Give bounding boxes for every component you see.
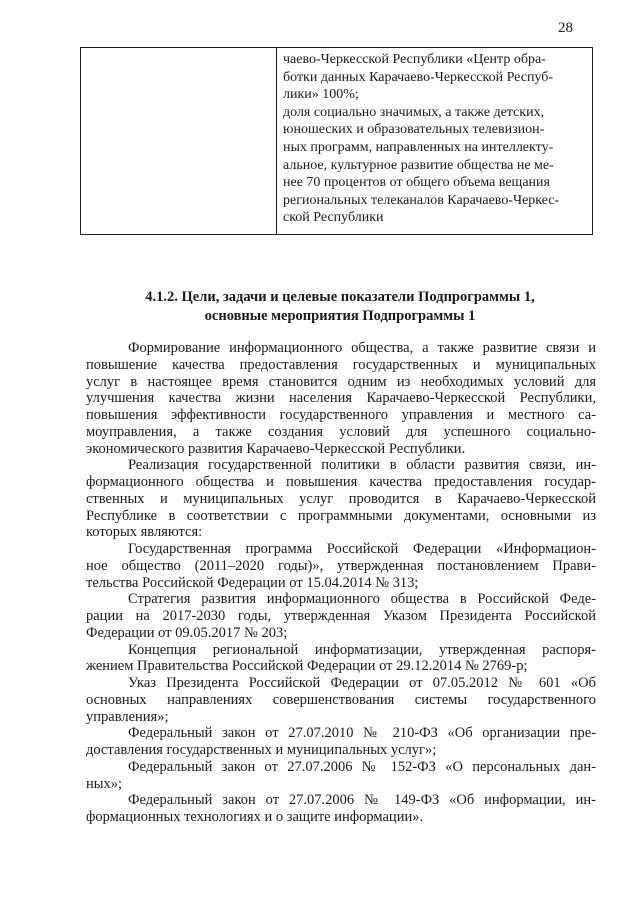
table-line: ботки данных Карачаево-Черкесской Респуб- <box>283 69 554 85</box>
text-line: формационных технологиях и о защите информации». <box>86 809 424 825</box>
text-line: доставления государственных и муниципальных услуг»; <box>86 742 437 758</box>
text-line: улучшения качества жизни населения Карачаево-Черкесской Республики, <box>86 390 596 407</box>
paragraph <box>86 541 596 591</box>
text-line: Стратегия развития информационного общества в Российской Феде- <box>128 591 596 608</box>
paragraph <box>86 675 596 725</box>
text-line: которых являются: <box>86 524 203 541</box>
indicators-table <box>80 47 593 235</box>
table-cell-right <box>277 48 592 234</box>
text-line: Федерации от 09.05.2017 № 203; <box>86 624 288 641</box>
text-line: тельства Российской Федерации от 15.04.2014 № 313; <box>86 574 419 591</box>
paragraph <box>86 792 596 826</box>
table-line: альное, культурное развитие общества не ме- <box>283 157 554 173</box>
paragraph <box>86 642 596 676</box>
text-line: рации на 2017-2030 годы, утвержденная Указом Президента Российской <box>86 608 596 624</box>
paragraph <box>86 591 596 641</box>
paragraph <box>86 340 596 457</box>
paragraph <box>86 725 596 759</box>
text-line: ственных и муниципальных услуг проводится в Карачаево-Черкесской <box>86 490 596 507</box>
table-line: лики» 100%; <box>283 87 359 103</box>
paragraph <box>86 759 596 793</box>
section-heading-line-1: 4.1.2. Цели, задачи и целевые показатели Подпрограммы 1, <box>145 289 535 305</box>
text-line: формационного общества и повышения качества предоставления государ- <box>86 474 596 490</box>
table-line: ской Республики <box>283 210 384 226</box>
text-line: Государственная программа Российской Федерации «Информацион- <box>128 541 596 557</box>
table-line: доля социально значимых, а также детских, <box>283 104 545 120</box>
text-line: Концепция региональной информатизации, утвержденная распоря- <box>128 641 596 658</box>
paragraph <box>86 457 596 541</box>
text-line: Федеральный закон от 27.07.2006 № 152-ФЗ «О персональных дан- <box>128 758 596 775</box>
text-line: управления»; <box>86 708 169 725</box>
text-line: повышения эффективности государственного управления и местного са- <box>86 407 596 423</box>
text-line: Реализация государственной политики в области развития связи, ин- <box>128 457 596 474</box>
text-line: основных направлениях совершенствования системы государственного <box>86 691 596 708</box>
text-line: моуправления, а также создания условий для успешного социально- <box>86 423 596 440</box>
table-line: чаево-Черкесской Республики «Центр обра- <box>283 52 546 67</box>
table-line: юношеских и образовательных телевизион- <box>283 122 545 138</box>
section-heading-line-2: основные мероприятия Подпрограммы 1 <box>204 308 476 324</box>
text-line: Указ Президента Российской Федерации от 07.05.2012 № 601 «Об <box>128 675 596 691</box>
body-text <box>86 340 596 826</box>
text-line: Федеральный закон от 27.07.2010 № 210-ФЗ «Об организации пре- <box>128 725 596 742</box>
text-line: экономического развития Карачаево-Черкесской Республики. <box>86 440 466 457</box>
text-line: Федеральный закон от 27.07.2006 № 149-ФЗ «Об информации, ин- <box>128 792 596 809</box>
table-line: нее 70 процентов от общего объема вещания <box>283 175 550 191</box>
section-heading <box>70 288 610 326</box>
text-line: Республике в соответствии с программными документами, основными из <box>86 507 596 524</box>
table-line: региональных телеканалов Карачаево-Черкес- <box>283 192 560 208</box>
text-line: ное общество (2011–2020 годы)», утвержденная постановлением Прави- <box>86 557 596 574</box>
text-line: жением Правительства Российской Федерации от 29.12.2014 № 2769-р; <box>86 658 528 675</box>
text-line: ных»; <box>86 775 123 792</box>
text-line: услуг в настоящее время становится одним из необходимых условий для <box>86 373 596 390</box>
table-line: ных программ, направленных на интеллекту- <box>283 139 554 155</box>
text-line: повышение качества предоставления государственных и муниципальных <box>86 356 596 373</box>
page-number: 28 <box>558 20 573 36</box>
text-line: Формирование информационного общества, а также развитие связи и <box>128 340 596 356</box>
table-cell-left <box>81 48 277 234</box>
